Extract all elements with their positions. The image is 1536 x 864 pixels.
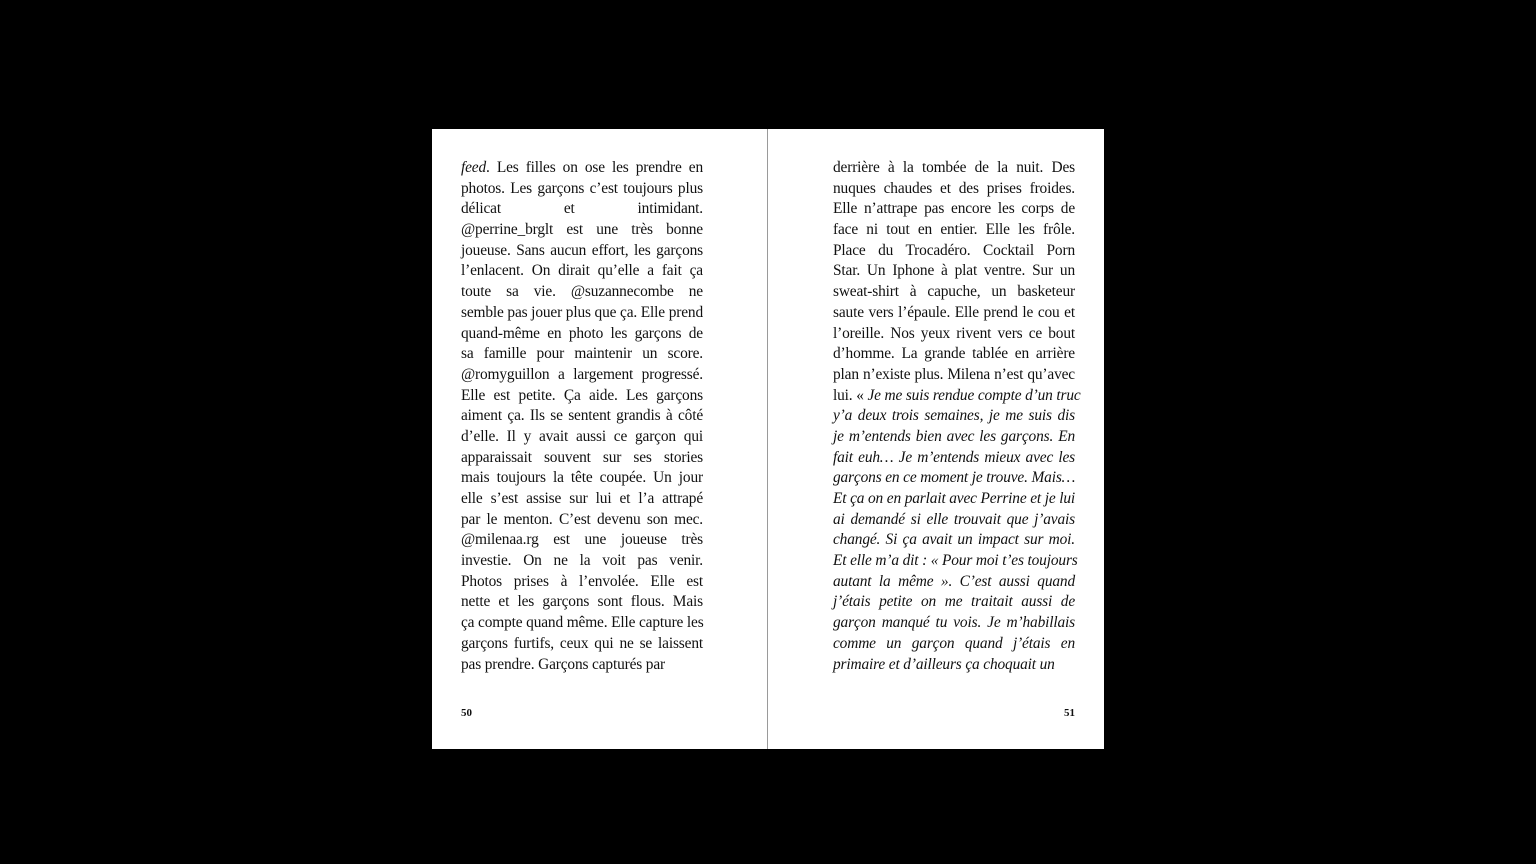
text-line	[833, 158, 1075, 179]
text-line	[461, 530, 703, 551]
italic-text: je m’entends bien avec les garçons. En	[833, 427, 1075, 445]
text-line	[461, 261, 703, 282]
text-line	[833, 592, 1075, 613]
text-line	[833, 572, 1075, 593]
text-segment: délicat et intimidant.	[461, 200, 703, 218]
right-page	[768, 129, 1104, 749]
text-line	[833, 344, 1075, 365]
text-segment: l’enlacent. On dirait qu’elle a fait ça	[461, 262, 703, 280]
text-segment: investie. On ne la voit pas venir.	[461, 552, 703, 570]
text-line	[833, 261, 1075, 282]
text-segment: toute sa vie. @suzannecombe ne	[461, 283, 703, 301]
text-line	[461, 551, 703, 572]
text-line	[833, 406, 1075, 427]
text-line	[461, 572, 703, 593]
text-line	[461, 427, 703, 448]
text-line	[461, 365, 703, 386]
text-segment: Star. Un Iphone à plat ventre. Sur un	[833, 262, 1075, 280]
text-line	[461, 241, 703, 262]
right-page-number: 51	[1064, 707, 1075, 719]
text-segment: d’homme. La grande tablée en arrière	[833, 345, 1075, 363]
italic-text: autant la même ». C’est aussi quand	[833, 572, 1075, 590]
text-line	[833, 655, 1075, 676]
text-line	[833, 324, 1075, 345]
text-segment: nuques chaudes et des prises froides.	[833, 179, 1075, 197]
italic-text: garçons en ce moment je trouve. Mais…	[833, 469, 1076, 487]
text-segment: garçons furtifs, ceux qui ne se laissent	[461, 634, 703, 652]
italic-text: Et ça on en parlait avec Perrine et je lui	[833, 490, 1076, 507]
text-line	[461, 448, 703, 469]
text-line	[461, 634, 703, 655]
book-spread	[432, 129, 1104, 749]
text-line	[833, 303, 1075, 324]
left-page-text	[461, 158, 703, 675]
text-segment: apparaissait souvent sur ses stories	[461, 448, 703, 466]
text-segment: sa famille pour maintenir un score.	[461, 345, 703, 363]
text-line	[461, 220, 703, 241]
text-segment: pas prendre. Garçons capturés par	[461, 655, 666, 673]
left-page	[432, 129, 768, 749]
text-line	[833, 179, 1075, 200]
text-line	[833, 365, 1075, 386]
italic-text: primaire et d’ailleurs ça choquait un	[833, 655, 1055, 673]
italic-text: fait euh… Je m’entends mieux avec les	[833, 448, 1075, 466]
text-segment: semble pas jouer plus que ça. Elle prend	[461, 303, 703, 321]
text-line	[833, 386, 1081, 407]
text-line	[461, 303, 703, 324]
italic-text: comme un garçon quand j’étais en	[833, 634, 1075, 652]
text-line	[461, 592, 703, 613]
text-line	[833, 427, 1075, 448]
text-segment: . Les filles on ose les prendre en	[486, 159, 703, 176]
text-line	[833, 489, 1075, 510]
text-segment: ça compte quand même. Elle capture les	[461, 614, 704, 632]
text-segment: nette et les garçons sont flous. Mais	[461, 593, 703, 611]
text-segment: quand-même en photo les garçons de	[461, 324, 703, 342]
text-line	[461, 324, 703, 345]
text-line	[461, 179, 703, 200]
italic-text: changé. Si ça avait un impact sur moi.	[833, 531, 1075, 549]
text-line	[461, 489, 703, 510]
text-segment: lui. «	[833, 386, 868, 404]
text-line	[833, 448, 1075, 469]
text-line	[461, 158, 703, 179]
text-segment: Elle est petite. Ça aide. Les garçons	[461, 386, 703, 404]
text-line	[833, 530, 1075, 551]
right-page-text	[833, 158, 1081, 675]
text-line	[461, 406, 703, 427]
text-line	[833, 241, 1075, 262]
italic-text: Je me suis rendue compte d’un truc	[867, 386, 1081, 404]
text-segment: elle s’est assise sur lui et l’a attrapé	[461, 490, 703, 507]
text-line	[461, 386, 703, 407]
text-segment: sweat-shirt à capuche, un basketeur	[833, 283, 1075, 301]
text-segment: @milenaa.rg est une joueuse très	[461, 531, 703, 549]
text-segment: derrière à la tombée de la nuit. Des	[833, 159, 1075, 176]
text-line	[461, 613, 703, 634]
text-line	[461, 282, 703, 303]
text-segment: plan n’existe plus. Milena n’est qu’avec	[833, 365, 1075, 383]
text-segment: saute vers l’épaule. Elle prend le cou et	[833, 303, 1075, 321]
text-line	[461, 344, 703, 365]
text-segment: par le menton. C’est devenu son mec.	[461, 510, 703, 528]
text-line	[833, 613, 1075, 634]
italic-text: j’étais petite on me traitait aussi de	[833, 593, 1075, 611]
text-line	[833, 282, 1075, 303]
text-segment: Place du Trocadéro. Cocktail Porn	[833, 241, 1075, 259]
text-line	[833, 220, 1075, 241]
text-segment: aiment ça. Ils se sentent grandis à côté	[461, 407, 703, 425]
text-line	[833, 634, 1075, 655]
text-segment: Elle n’attrape pas encore les corps de	[833, 200, 1075, 218]
italic-text: garçon manqué tu vois. Je m’habillais	[833, 614, 1075, 632]
text-segment: mais toujours la tête coupée. Un jour	[461, 469, 703, 487]
text-line	[833, 510, 1075, 531]
text-line	[461, 199, 703, 220]
text-line	[461, 510, 703, 531]
text-segment: photos. Les garçons c’est toujours plus	[461, 179, 703, 197]
text-line	[833, 551, 1078, 572]
text-segment: joueuse. Sans aucun effort, les garçons	[461, 241, 703, 259]
text-segment: face ni tout en entier. Elle les frôle.	[833, 221, 1075, 239]
left-page-number: 50	[461, 707, 472, 719]
text-segment: d’elle. Il y avait aussi ce garçon qui	[461, 427, 703, 445]
text-line	[461, 655, 703, 676]
italic-text: y’a deux trois semaines, je me suis dis	[833, 407, 1075, 425]
text-line	[833, 468, 1075, 489]
italic-text: feed	[461, 159, 487, 176]
text-line	[461, 468, 703, 489]
italic-text: Et elle m’a dit : « Pour moi t’es toujours	[833, 552, 1078, 570]
text-segment: @romyguillon a largement progressé.	[461, 365, 703, 383]
text-segment: l’oreille. Nos yeux rivent vers ce bout	[833, 324, 1075, 342]
text-segment: @perrine_brglt est une très bonne	[461, 221, 703, 239]
italic-text: ai demandé si elle trouvait que j’avais	[833, 510, 1075, 528]
text-line	[833, 199, 1075, 220]
text-segment: Photos prises à l’envolée. Elle est	[461, 572, 703, 590]
